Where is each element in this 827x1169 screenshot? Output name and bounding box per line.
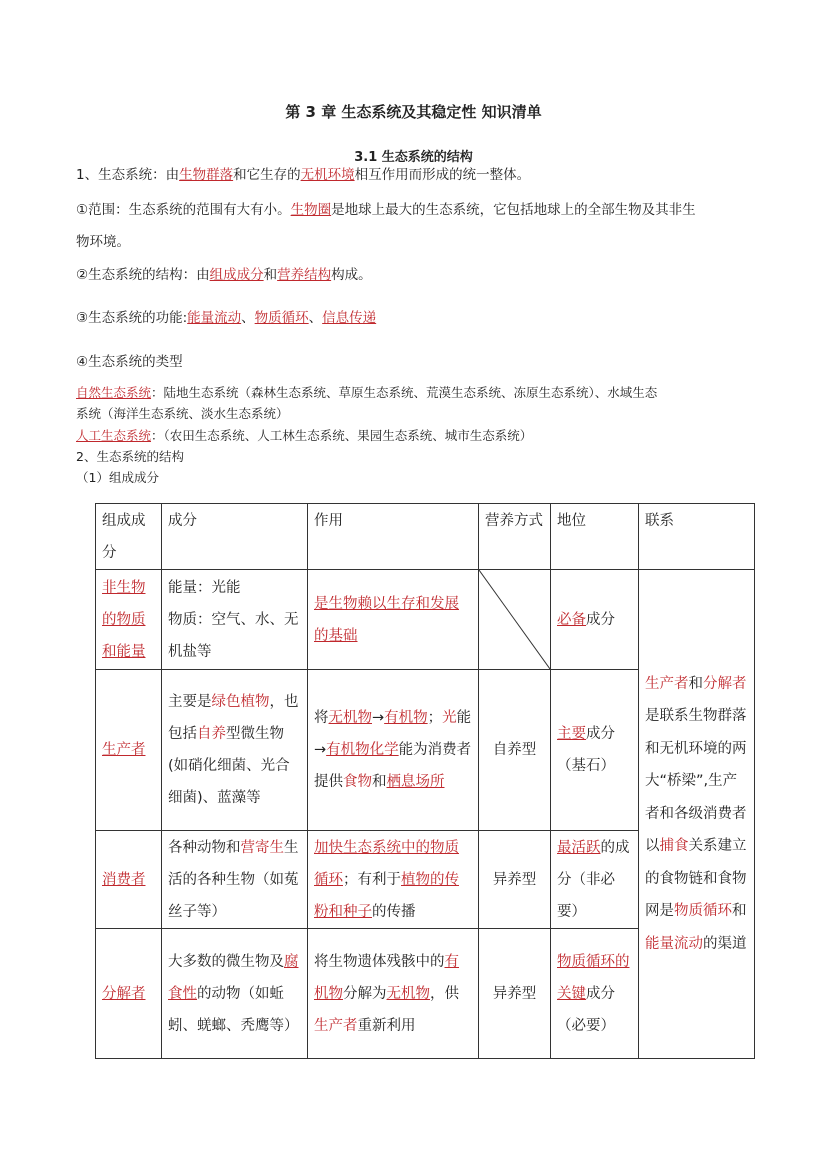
section-title: 3.1 生态系统的结构	[354, 150, 473, 165]
composition-cell: 各种动物和营寄生生活的各种生物（如菟丝子等）	[162, 831, 308, 929]
paragraph-artificial: 人工生态系统：（农田生态系统、人工林生态系统、果园生态系统、城市生态系统）	[76, 428, 533, 443]
header-cell: 地位	[551, 504, 639, 570]
status-cell: 最活跃的成分（非必要）	[551, 831, 639, 929]
key-term: 物质循环	[254, 310, 309, 326]
nutrition-cell: 自养型	[479, 670, 551, 831]
link-cell: 生产者和分解者是联系生物群落和无机环境的两大“桥梁”,生产者和各级消费者以捕食关系建立的食物链和食物网是物质循环和能量流动的渠道	[639, 570, 755, 1059]
header-cell: 营养方式	[479, 504, 551, 570]
nutrition-cell: 异养型	[479, 929, 551, 1059]
key-term: 自然生态系统	[76, 385, 152, 400]
paragraph-types: ④生态系统的类型	[76, 354, 183, 370]
key-term: 人工生态系统	[76, 428, 152, 443]
composition-cell: 主要是绿色植物，也包括自养型微生物(如硝化细菌、光合细菌)、蓝藻等	[162, 670, 308, 831]
row-name: 非生物的物质和能量	[102, 579, 146, 660]
key-term: 组成成分	[209, 267, 264, 283]
paragraph-scope: ①范围：生态系统的范围有大有小。生物圈是地球上最大的生态系统，它包括地球上的全部生物及其非生 物环境。	[76, 202, 696, 250]
row-name: 消费者	[102, 871, 146, 888]
components-table	[95, 503, 755, 1059]
paragraph-components: （1）组成成分	[76, 470, 159, 485]
header-cell: 组成成分	[96, 504, 162, 570]
header-cell: 作用	[308, 504, 479, 570]
status-cell: 必备成分	[551, 570, 639, 670]
page-title: 第 3 章 生态系统及其稳定性 知识清单	[285, 103, 542, 121]
key-term: 信息传递	[322, 310, 377, 326]
role-cell: 加快生态系统中的物质循环；有利于植物的传粉和种子的传播	[308, 831, 479, 929]
diagonal-line	[479, 570, 550, 669]
status-cell: 物质循环的关键成分（必要）	[551, 929, 639, 1059]
paragraph-definition: 1、生态系统：由生物群落和它生存的无机环境相互作用而形成的统一整体。	[76, 167, 531, 183]
role-cell: 将无机物→有机物；光能→有机物化学能为消费者提供食物和栖息场所	[308, 670, 479, 831]
key-term: 能量流动	[187, 310, 242, 326]
header-cell: 联系	[639, 504, 755, 570]
paragraph-function: ③生态系统的功能:能量流动、物质循环、信息传递	[76, 310, 377, 326]
key-term: 无机环境	[300, 167, 355, 183]
diagonal-cell	[479, 570, 551, 670]
paragraph-section-2: 2、生态系统的结构	[76, 449, 184, 464]
role-cell: 将生物遗体残骸中的有机物分解为无机物，供生产者重新利用	[308, 929, 479, 1059]
nutrition-cell: 异养型	[479, 831, 551, 929]
table-row	[96, 570, 755, 670]
row-name: 分解者	[102, 985, 146, 1002]
header-cell: 成分	[162, 504, 308, 570]
key-term: 生物圈	[290, 202, 332, 218]
role-cell: 是生物赖以生存和发展的基础	[308, 570, 479, 670]
row-name: 生产者	[102, 742, 146, 758]
composition-cell: 能量：光能 物质：空气、水、无机盐等	[162, 570, 308, 670]
composition-cell: 大多数的微生物及腐食性的动物（如蚯蚓、蜣螂、秃鹰等）	[162, 929, 308, 1059]
table-header-row	[96, 504, 755, 570]
key-term: 营养结构	[277, 267, 332, 283]
paragraph-natural: 自然生态系统：陆地生态系统（森林生态系统、草原生态系统、荒漠生态系统、冻原生态系统）、水域生态 系统（海洋生态系统、淡水生态系统）	[76, 385, 658, 421]
status-cell: 主要成分 （基石）	[551, 670, 639, 831]
key-term: 生物群落	[179, 167, 234, 183]
paragraph-structure: ②生态系统的结构：由组成成分和营养结构构成。	[76, 267, 372, 283]
